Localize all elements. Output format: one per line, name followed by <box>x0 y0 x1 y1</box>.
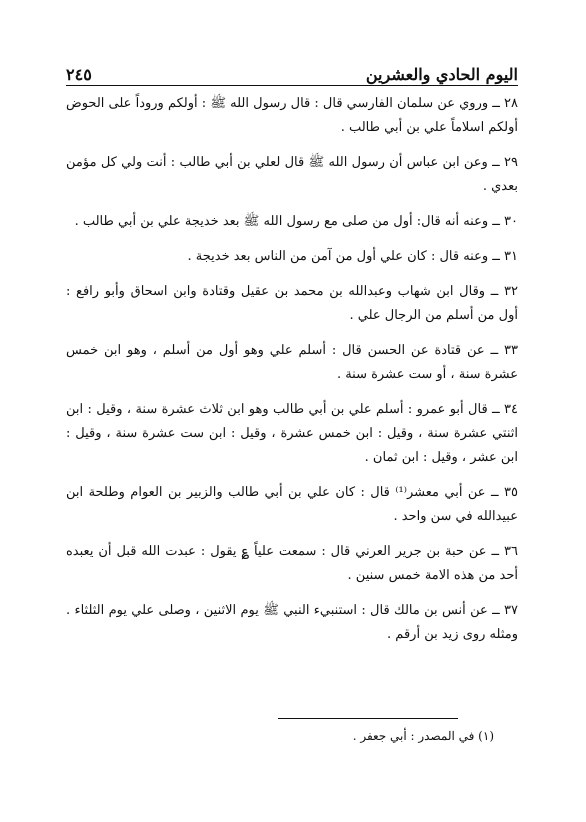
paragraph-34: ٣٤ ــ قال أبو عمرو : أسلم علي بن أبي طالب وهو ابن ثلاث عشرة سنة ، وقيل : ابن اثنتي عشرة سنة ، وقيل : ابن خمس عشرة ، وقيل : ابن ست عشرة سنة ، وقيل : ابن عشر ، وقيل : ابن ثمان . <box>66 402 518 465</box>
paragraph-32: ٣٢ ــ وقال ابن شهاب وعبدالله بن محمد بن عقيل وقتادة وابن اسحاق وأبو رافع : أول من أسلم من الرجال علي . <box>66 284 518 323</box>
footnote-rule <box>278 718 458 719</box>
paragraph-36: ٣٦ ــ عن حبة بن جرير العرني قال : سمعت علياً ؏ يقول : عبدت الله قبل أن يعبده أحد من هذه الامة خمس سنين . <box>66 544 518 583</box>
chapter-title: اليوم الحادي والعشرين <box>365 65 518 84</box>
page-body <box>66 92 518 658</box>
paragraph-37: ٣٧ ــ عن أنس بن مالك قال : استنبيء النبي ﷺ يوم الاثنين ، وصلى علي يوم الثلثاء . ومثله روى زيد بن أرقم . <box>66 603 518 642</box>
page-number: ٢٤٥ <box>66 65 92 84</box>
paragraph-28: ٢٨ ــ وروي عن سلمان الفارسي قال : قال رسول الله ﷺ : أولكم وروداً على الحوض أولكم اسلاماً علي بن أبي طالب . <box>66 96 518 135</box>
header-rule <box>66 85 518 86</box>
paragraph-30: ٣٠ ــ وعنه أنه قال: أول من صلى مع رسول الله ﷺ بعد خديجة علي بن أبي طالب . <box>74 214 518 229</box>
footnote: (١) في المصدر : أبي جعفر . <box>352 729 494 743</box>
paragraph-31: ٣١ ــ وعنه قال : كان علي أول من آمن من الناس بعد خديجة . <box>187 249 518 264</box>
page-header <box>66 56 518 84</box>
paragraph-29: ٢٩ ــ وعن ابن عباس أن رسول الله ﷺ قال لعلي بن أبي طالب : أنت ولي كل مؤمن بعدي . <box>66 155 518 194</box>
paragraph-35: ٣٥ ــ عن أبي معشر⁽¹⁾ قال : كان علي بن أبي طالب والزبير بن العوام وطلحة ابن عبيدالله في سن واحد . <box>66 485 518 524</box>
paragraph-33: ٣٣ ــ عن قتادة عن الحسن قال : أسلم علي وهو أول من أسلم ، وهو ابن خمس عشرة سنة ، أو ست عشرة سنة . <box>66 343 518 382</box>
